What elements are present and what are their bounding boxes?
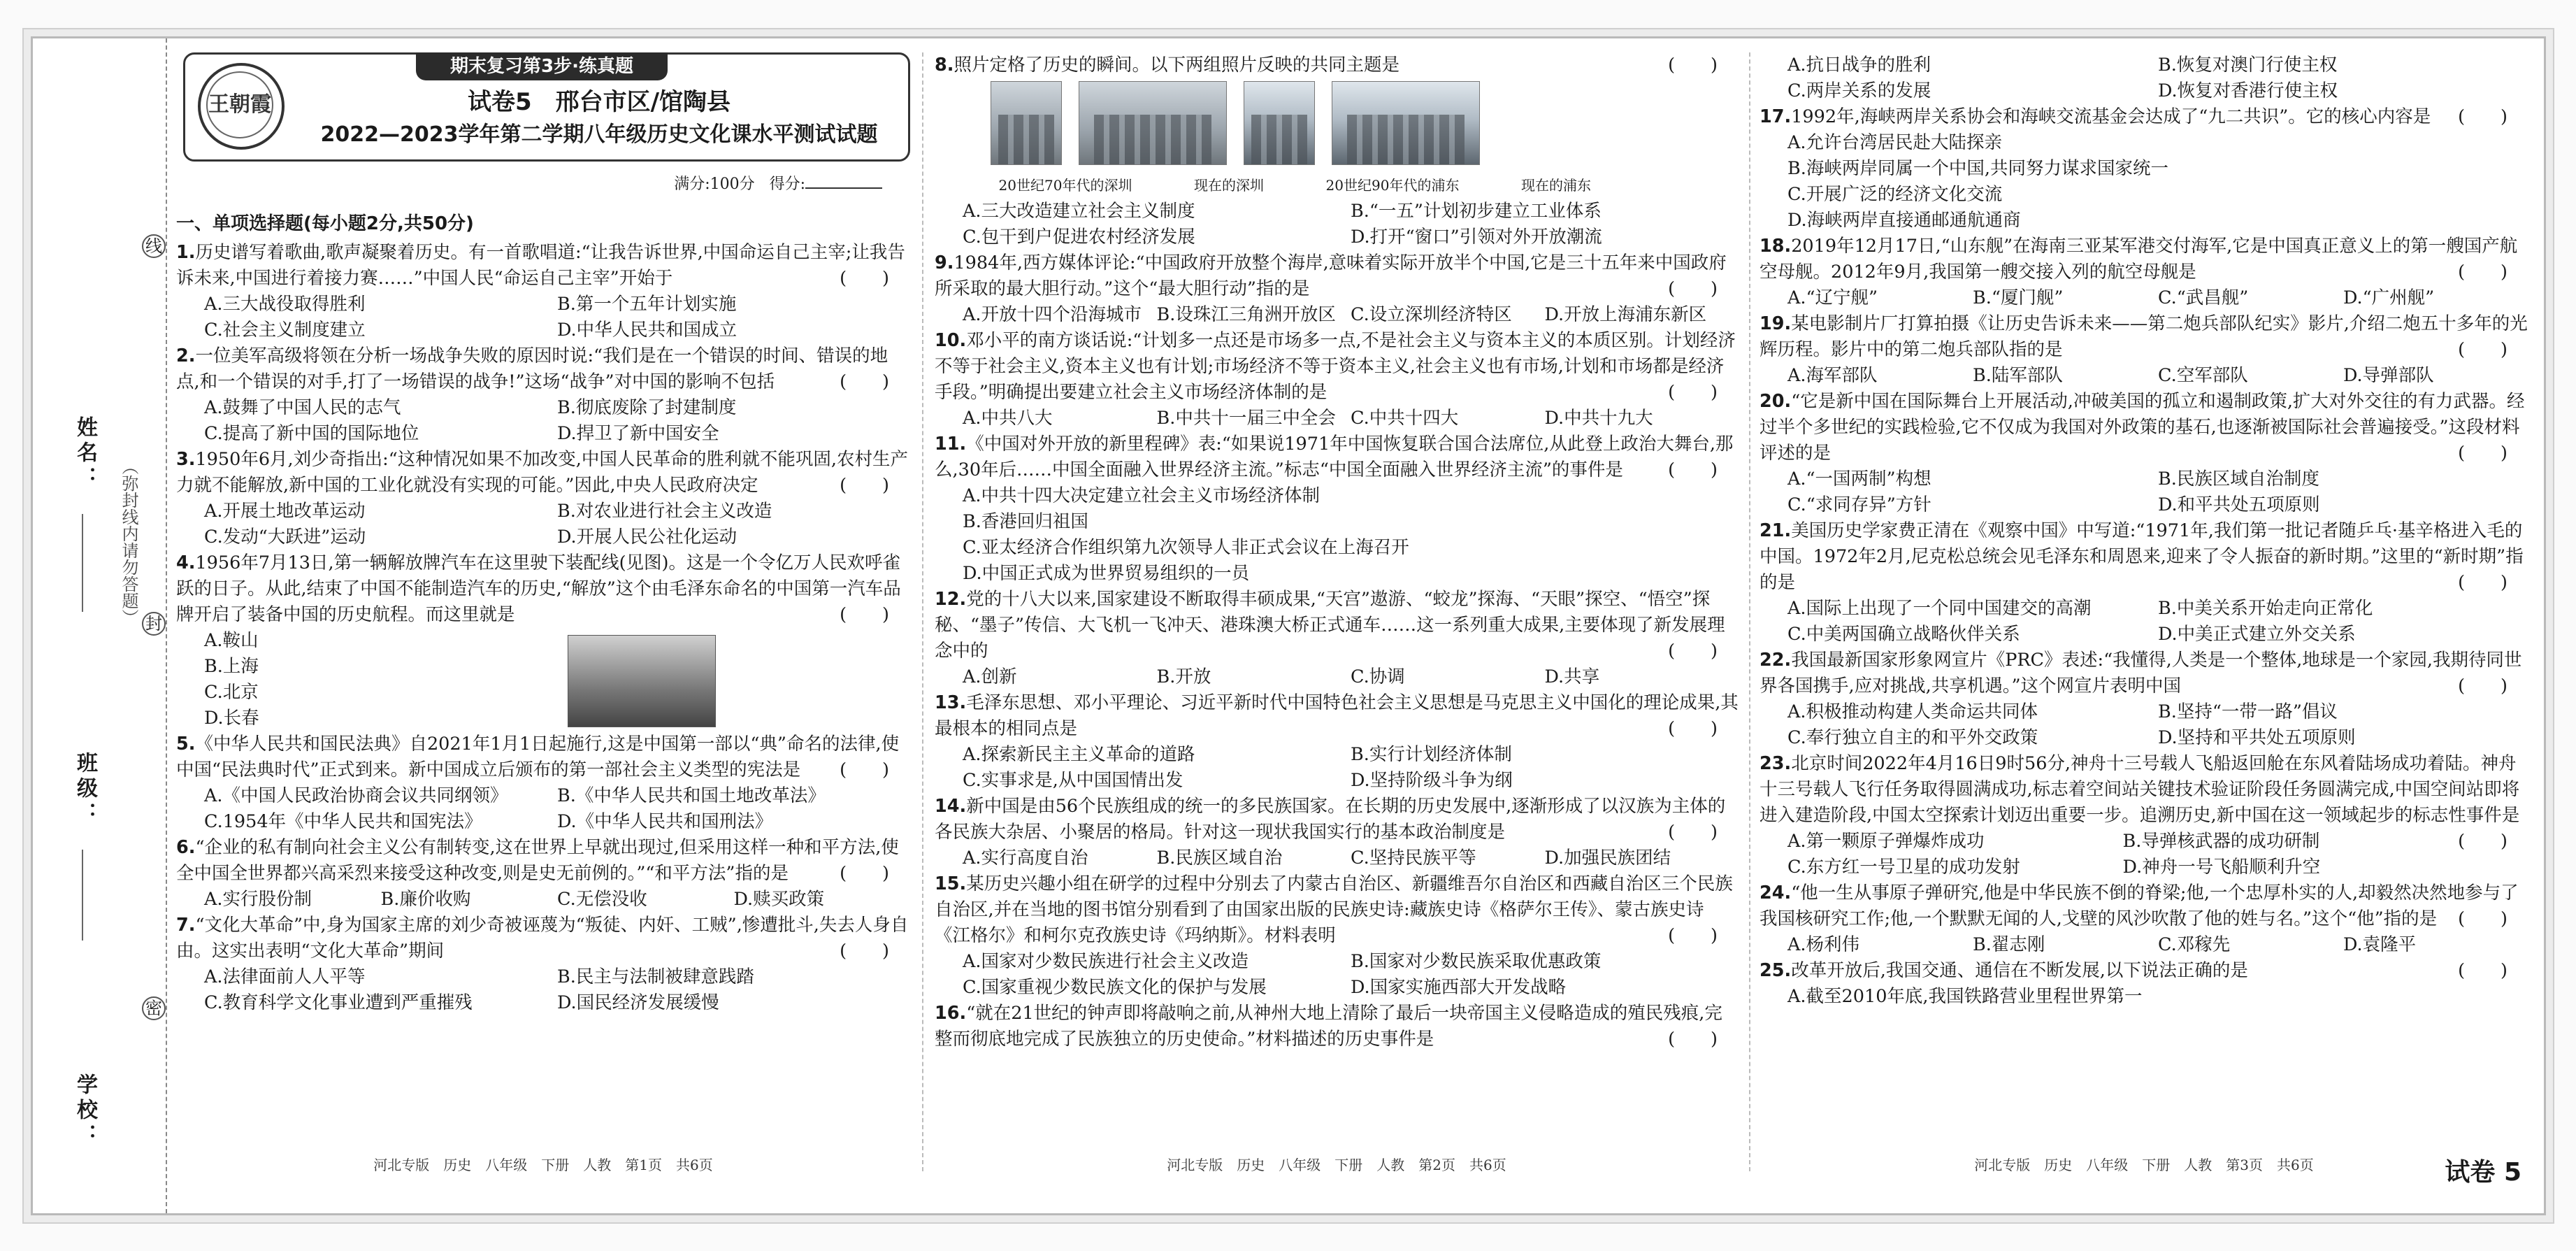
question-24-number: 24. <box>1760 882 1792 903</box>
question-17-options <box>1760 130 2528 234</box>
question-20-option-A[interactable]: A.“一国两制”构想 <box>1787 469 1931 489</box>
question-6-stem: “企业的私有制向社会主义公有制转变,这在世界上早就出现过,但采用这样一种和平方法,使全中国全世界都兴高采烈来接受这种改变,则是史无前例的。”“和平方法”指的是 <box>176 837 899 884</box>
question-4-option-B[interactable]: B.上海 <box>204 656 259 677</box>
question-12-answer-paren[interactable]: ( ) <box>1668 641 1718 662</box>
question-16-option-B[interactable]: B.恢复对澳门行使主权 <box>2158 55 2338 76</box>
question-16-answer-paren[interactable]: ( ) <box>1668 1029 1718 1050</box>
question-9-stem: 1984年,西方媒体评论:“中国政府开放整个海岸,意味着实际开放半个中国,它是三十五年来中国政府所采取的最大胆行动。”这个“最大胆行动”指的是 <box>935 252 1727 299</box>
question-24-option-A[interactable]: A.杨利伟 <box>1787 934 1860 955</box>
page-frame <box>31 36 2546 1215</box>
question-18-option-A[interactable]: A.“辽宁舰” <box>1787 287 1878 308</box>
question-15-answer-paren[interactable]: ( ) <box>1668 925 1718 946</box>
question-15-number: 15. <box>935 873 967 894</box>
question-22 <box>1760 648 2528 699</box>
question-12-option-A[interactable]: A.创新 <box>963 666 1017 687</box>
question-12 <box>935 587 1739 664</box>
question-9-number: 9. <box>935 252 954 273</box>
question-20-answer-paren[interactable]: ( ) <box>2458 443 2507 464</box>
question-22-option-C[interactable]: C.奉行独立自主的和平外交政策 <box>1787 727 2038 748</box>
question-22-number: 22. <box>1760 650 1792 671</box>
question-8-photo-3 <box>1244 81 1315 165</box>
name-label: 姓名： <box>73 416 97 492</box>
question-19-option-D[interactable]: D.导弹部队 <box>2343 365 2434 386</box>
question-11-stem: 《中国对外开放的新里程碑》表:“如果说1971年中国恢复联合国合法席位,从此登上政治大舞台,那么,30年后……中国全面融入世界经济主流。”标志“中国全面融入世界经济主流”的事件是 <box>935 434 1734 480</box>
question-8-option-B[interactable]: B.“一五”计划初步建立工业体系 <box>1351 201 1602 222</box>
question-25-option-A[interactable]: A.截至2010年底,我国铁路营业里程世界第一 <box>1787 986 2143 1007</box>
column-3 <box>1760 52 2528 1187</box>
question-15-option-D[interactable]: D.国家实施西部大开发战略 <box>1351 977 1567 998</box>
q16-options <box>1760 52 2528 104</box>
question-8-photo-4 <box>1332 81 1480 165</box>
question-2-options <box>176 395 910 447</box>
question-9 <box>935 250 1739 302</box>
question-17-number: 17. <box>1760 106 1792 127</box>
question-15-option-A[interactable]: A.国家对少数民族进行社会主义改造 <box>963 951 1249 972</box>
question-7-number: 7. <box>176 915 196 936</box>
question-10-number: 10. <box>935 330 967 351</box>
question-21-answer-paren[interactable]: ( ) <box>2458 572 2507 593</box>
class-line <box>82 850 83 941</box>
question-18-number: 18. <box>1760 236 1792 257</box>
question-8-caption-2: 现在的深圳 <box>1194 177 1264 194</box>
question-1-number: 1. <box>176 242 196 263</box>
question-6-options <box>176 887 910 913</box>
question-5-option-C[interactable]: C.1954年《中华人民共和国宪法》 <box>204 811 482 832</box>
col3-questions <box>1760 104 2528 1010</box>
class-label: 班级： <box>73 752 97 827</box>
question-19-stem: 某电影制片厂打算拍摄《让历史告诉未来——第二炮兵部队纪实》影片,介绍二炮五十多年的光辉历程。影片中的第二炮兵部队指的是 <box>1760 313 2528 360</box>
question-15-stem: 某历史兴趣小组在研学的过程中分别去了内蒙古自治区、新疆维吾尔自治区和西藏自治区三个民族自治区,并在当地的图书馆分别看到了由国家出版的民族史诗:藏族史诗《格萨尔王传》、蒙古族史诗《江格尔》和柯尔克孜族史诗《玛纳斯》。材料表明 <box>935 873 1733 946</box>
question-13-number: 13. <box>935 692 967 713</box>
question-3-option-A[interactable]: A.开展土地改革运动 <box>204 501 366 522</box>
question-24-option-B[interactable]: B.翟志刚 <box>1973 934 2045 955</box>
column-divider-2 <box>1749 52 1750 1171</box>
question-20-option-D[interactable]: D.和平共处五项原则 <box>2158 494 2320 515</box>
footer-page-1: 河北专版 历史 八年级 下册 人教 第1页 共6页 <box>373 1157 713 1173</box>
question-6-answer-paren[interactable]: ( ) <box>840 863 889 884</box>
question-13-stem: 毛泽东思想、邓小平理论、习近平新时代中国特色社会主义思想是马克思主义中国化的理论成果,其最根本的相同点是 <box>935 692 1739 739</box>
question-15-option-B[interactable]: B.国家对少数民族采取优惠政策 <box>1351 951 1602 972</box>
question-16-stem: “就在21世纪的钟声即将敲响之前,从神州大地上清除了最后一块帝国主义侵略造成的殖民残痕,完整而彻底地完成了民族独立的历史使命。”材料描述的历史事件是 <box>935 1003 1722 1050</box>
question-11-answer-paren[interactable]: ( ) <box>1668 459 1718 480</box>
question-3-options <box>176 499 910 550</box>
question-16-option-D[interactable]: D.恢复对香港行使主权 <box>2158 80 2338 101</box>
section-title: 一、单项选择题(每小题2分,共50分) <box>176 213 474 234</box>
question-6-option-A[interactable]: A.实行股份制 <box>204 889 312 910</box>
question-1-option-B[interactable]: B.第一个五年计划实施 <box>557 294 737 315</box>
question-14-option-C[interactable]: C.坚持民族平等 <box>1351 848 1476 868</box>
question-9-answer-paren[interactable]: ( ) <box>1668 278 1718 299</box>
question-23-option-A[interactable]: A.第一颗原子弹爆炸成功 <box>1787 831 1985 852</box>
question-8-caption-4: 现在的浦东 <box>1521 177 1591 194</box>
column-2 <box>935 52 1739 1171</box>
footer-page-2: 河北专版 历史 八年级 下册 人教 第2页 共6页 <box>1167 1157 1506 1173</box>
question-19-option-A[interactable]: A.海军部队 <box>1787 365 1878 386</box>
question-19-option-B[interactable]: B.陆军部队 <box>1973 365 2063 386</box>
question-23-option-B[interactable]: B.导弹核武器的成功研制 <box>2122 831 2320 852</box>
full-score: 满分:100分 <box>674 176 755 193</box>
question-9-option-D[interactable]: D.开放上海浦东新区 <box>1544 304 1707 325</box>
question-12-option-D[interactable]: D.共享 <box>1544 666 1600 687</box>
question-4-stem: 1956年7月13日,第一辆解放牌汽车在这里驶下装配线(见图)。这是一个令亿万人民欢呼雀跃的日子。从此,结束了中国不能制造汽车的历史,“解放”这个由毛泽东命名的中国第一汽车品牌开启了装备中国的历史航程。而这里就是 <box>176 552 901 625</box>
question-8-option-C[interactable]: C.包干到户促进农村经济发展 <box>963 227 1195 248</box>
seal-char-1: 线 <box>142 234 166 258</box>
question-5 <box>176 731 910 783</box>
question-8-captions <box>935 173 1739 199</box>
question-21-option-C[interactable]: C.中美两国确立战略伙伴关系 <box>1787 624 2020 645</box>
question-19 <box>1760 311 2528 363</box>
question-16-option-C[interactable]: C.两岸关系的发展 <box>1787 80 1931 101</box>
question-12-stem: 党的十八大以来,国家建设不断取得丰硕成果,“天宫”遨游、“蛟龙”探海、“天眼”探空、“悟空”探秘、“墨子”传信、大飞机一飞冲天、港珠澳大桥正式通车……这一系列重大成果,主要体现了新发展理念中的 <box>935 589 1725 662</box>
question-17 <box>1760 104 2528 130</box>
question-5-stem: 《中华人民共和国民法典》自2021年1月1日起施行,这是中国第一部以“典”命名的法律,使中国“民法典时代”正式到来。新中国成立后颁布的第一部社会主义类型的宪法是 <box>176 734 900 780</box>
question-8-number: 8. <box>935 55 954 76</box>
score-line <box>176 171 882 197</box>
question-14-stem: 新中国是由56个民族组成的统一的多民族国家。在长期的历史发展中,逐渐形成了以汉族为主体的各民族大杂居、小聚居的格局。针对这一现状我国实行的基本政治制度是 <box>935 796 1726 843</box>
question-20-number: 20. <box>1760 391 1792 412</box>
question-25-answer-paren[interactable]: ( ) <box>2458 960 2507 981</box>
question-10-answer-paren[interactable]: ( ) <box>1668 382 1718 403</box>
question-11-option-D[interactable]: D.中国正式成为世界贸易组织的一员 <box>963 563 1250 584</box>
question-7-option-D[interactable]: D.国民经济发展缓慢 <box>557 992 719 1013</box>
question-22-option-B[interactable]: B.坚持“一带一路”倡议 <box>2158 701 2338 722</box>
question-21 <box>1760 518 2528 596</box>
question-17-option-D[interactable]: D.海峡两岸直接通邮通航通商 <box>1787 210 2021 231</box>
brand-logo <box>198 63 285 150</box>
question-16-option-A[interactable]: A.抗日战争的胜利 <box>1787 55 1931 76</box>
question-25-stem: 改革开放后,我国交通、通信在不断发展,以下说法正确的是 <box>1791 960 2248 981</box>
question-6 <box>176 835 910 887</box>
seal-note: （弥封线内请勿答题） <box>119 458 138 626</box>
question-20-option-B[interactable]: B.民族区域自治制度 <box>2158 469 2319 489</box>
question-10-options <box>935 406 1739 431</box>
question-12-option-B[interactable]: B.开放 <box>1156 666 1211 687</box>
question-4-options <box>176 628 910 731</box>
question-13-option-A[interactable]: A.探索新民主主义革命的道路 <box>963 744 1195 765</box>
question-8-answer-paren[interactable]: ( ) <box>1668 55 1718 76</box>
question-3-option-C[interactable]: C.发动“大跃进”运动 <box>204 527 366 548</box>
question-1 <box>176 240 910 292</box>
question-2 <box>176 343 910 395</box>
question-3 <box>176 447 910 499</box>
question-1-stem: 历史谱写着歌曲,歌声凝聚着历史。有一首歌唱道:“让我告诉世界,中国命运自己主宰;让我告诉未来,中国进行着接力赛……”中国人民“命运自己主宰”开始于 <box>176 242 905 289</box>
question-13 <box>935 690 1739 742</box>
question-3-stem: 1950年6月,刘少奇指出:“这种情况如果不加改变,中国人民革命的胜利就不能巩固,农村生产力就不能解放,新中国的工业化就没有实现的可能。”因此,中央人民政府决定 <box>176 449 909 496</box>
question-20 <box>1760 389 2528 466</box>
question-2-option-C[interactable]: C.提高了新中国的国际地位 <box>204 423 419 444</box>
question-1-options <box>176 292 910 343</box>
question-19-options <box>1760 363 2528 389</box>
question-17-option-B[interactable]: B.海峡两岸同属一个中国,共同努力谋求国家统一 <box>1787 158 2168 179</box>
question-2-option-D[interactable]: D.捍卫了新中国安全 <box>557 423 719 444</box>
question-21-options <box>1760 596 2528 648</box>
question-14-option-D[interactable]: D.加强民族团结 <box>1544 848 1671 868</box>
question-7-option-B[interactable]: B.民主与法制被肆意践踏 <box>557 966 754 987</box>
question-21-option-B[interactable]: B.中美关系开始走向正常化 <box>2158 598 2373 619</box>
question-24-option-C[interactable]: C.邓稼先 <box>2158 934 2231 955</box>
question-22-answer-paren[interactable]: ( ) <box>2458 675 2507 696</box>
question-21-option-D[interactable]: D.中美正式建立外交关系 <box>2158 624 2356 645</box>
seal-char-2: 封 <box>142 612 166 636</box>
col1-questions <box>176 240 910 1016</box>
question-22-stem: 我国最新国家形象网宣片《PRC》表述:“我懂得,人类是一个整体,地球是一个家园,我期待同世界各国携手,应对挑战,共享机遇。”这个网宣片表明中国 <box>1760 650 2522 696</box>
logo-text: 王朝霞 <box>206 71 273 138</box>
question-10 <box>935 328 1739 406</box>
question-21-number: 21. <box>1760 520 1792 541</box>
question-4-option-C[interactable]: C.北京 <box>204 682 259 703</box>
column-divider-1 <box>922 52 923 1171</box>
question-3-number: 3. <box>176 449 196 470</box>
question-15-options <box>935 949 1739 1001</box>
column-1 <box>176 52 910 1171</box>
question-21-option-A[interactable]: A.国际上出现了一个同中国建交的高潮 <box>1787 598 2092 619</box>
exam-header <box>183 52 910 162</box>
question-14-number: 14. <box>935 796 967 817</box>
question-16 <box>935 1001 1739 1052</box>
question-12-options <box>935 664 1739 690</box>
question-17-answer-paren[interactable]: ( ) <box>2458 106 2507 127</box>
question-9-option-A[interactable]: A.开放十四个沿海城市 <box>963 304 1142 325</box>
question-18-option-C[interactable]: C.“武昌舰” <box>2158 287 2249 308</box>
paper-number: 试卷 5 <box>2445 1158 2521 1187</box>
question-8-options <box>935 199 1739 250</box>
question-4-answer-paren[interactable]: ( ) <box>840 604 889 625</box>
question-22-options <box>1760 699 2528 751</box>
question-10-option-B[interactable]: B.中共十一届三中全会 <box>1156 408 1336 429</box>
question-23-options <box>1760 829 2458 880</box>
question-20-option-C[interactable]: C.“求同存异”方针 <box>1787 494 1931 515</box>
question-14-option-B[interactable]: B.民族区域自治 <box>1156 848 1283 868</box>
question-14-option-A[interactable]: A.实行高度自治 <box>963 848 1088 868</box>
question-18-option-B[interactable]: B.“厦门舰” <box>1973 287 2064 308</box>
question-14 <box>935 794 1739 845</box>
question-4 <box>176 550 910 628</box>
question-24 <box>1760 880 2528 932</box>
footer-page-3: 河北专版 历史 八年级 下册 人教 第3页 共6页 <box>1974 1157 2314 1173</box>
question-3-answer-paren[interactable]: ( ) <box>840 475 889 496</box>
question-18-option-D[interactable]: D.“广州舰” <box>2343 287 2435 308</box>
question-24-option-D[interactable]: D.袁隆平 <box>2343 934 2417 955</box>
question-13-option-B[interactable]: B.实行计划经济体制 <box>1351 744 1512 765</box>
seal-char-3: 密 <box>142 996 166 1020</box>
question-24-stem: “他一生从事原子弹研究,他是中华民族不倒的脊梁;他,一个忠厚朴实的人,却毅然决然地参与了我国核研究工作;他,一个默默无闻的人,戈壁的风沙吹散了他的姓与名。”这个“他”指的是 <box>1760 882 2519 929</box>
question-13-option-C[interactable]: C.实事求是,从中国国情出发 <box>963 770 1183 791</box>
question-19-option-C[interactable]: C.空军部队 <box>2158 365 2248 386</box>
question-15-option-C[interactable]: C.国家重视少数民族文化的保护与发展 <box>963 977 1267 998</box>
header-tab: 期末复习第3步·练真题 <box>416 52 668 80</box>
question-4-option-A[interactable]: A.鞍山 <box>204 630 259 651</box>
question-11-options <box>935 483 1739 587</box>
question-2-stem: 一位美军高级将领在分析一场战争失败的原因时说:“我们是在一个错误的时间、错误的地点,和一个错误的对手,打了一场错误的战争!”这场“战争”对中国的影响不包括 <box>176 345 888 392</box>
question-1-option-A[interactable]: A.三大战役取得胜利 <box>204 294 366 315</box>
name-line <box>82 514 83 612</box>
question-14-answer-paren[interactable]: ( ) <box>1668 822 1718 843</box>
question-5-option-B[interactable]: B.《中华人民共和国土地改革法》 <box>557 785 826 806</box>
question-13-answer-paren[interactable]: ( ) <box>1668 718 1718 739</box>
question-8-option-D[interactable]: D.打开“窗口”引领对外开放潮流 <box>1351 227 1602 248</box>
question-10-option-A[interactable]: A.中共八大 <box>963 408 1053 429</box>
question-18-answer-paren[interactable]: ( ) <box>2458 262 2507 283</box>
exam-subtitle: 2022—2023学年第二学期八年级历史文化课水平测试试题 <box>320 122 878 147</box>
question-7-stem: “文化大革命”中,身为国家主席的刘少奇被诬蔑为“叛徒、内奸、工贼”,惨遭批斗,失去人身自由。这实出表明“文化大革命”期间 <box>176 915 909 962</box>
question-1-option-D[interactable]: D.中华人民共和国成立 <box>557 320 737 341</box>
question-7-option-A[interactable]: A.法律面前人人平等 <box>204 966 366 987</box>
question-18-stem: 2019年12月17日,“山东舰”在海南三亚某军港交付海军,它是中国真正意义上的第一艘国产航空母舰。2012年9月,我国第一艘交接入列的航空母舰是 <box>1760 236 2518 283</box>
q4-factory-photo <box>568 635 716 727</box>
question-8-stem: 照片定格了历史的瞬间。以下两组照片反映的共同主题是 <box>954 55 1399 76</box>
question-8-caption-1: 20世纪70年代的深圳 <box>998 177 1132 194</box>
question-6-option-D[interactable]: D.赎买政策 <box>733 889 825 910</box>
question-3-option-D[interactable]: D.开展人民公社化运动 <box>557 527 737 548</box>
question-5-options <box>176 783 910 835</box>
question-1-option-C[interactable]: C.社会主义制度建立 <box>204 320 366 341</box>
question-22-option-A[interactable]: A.积极推动构建人类命运共同体 <box>1787 701 2038 722</box>
question-10-option-C[interactable]: C.中共十四大 <box>1351 408 1459 429</box>
question-7-answer-paren[interactable]: ( ) <box>840 941 889 962</box>
question-8-photo-2 <box>1079 81 1227 165</box>
school-label: 学校： <box>73 1073 97 1149</box>
question-9-option-C[interactable]: C.设立深圳经济特区 <box>1351 304 1512 325</box>
question-23-answer-paren[interactable]: ( ) <box>2458 831 2507 852</box>
question-8-photos <box>935 81 1739 173</box>
question-14-options <box>935 845 1739 871</box>
question-10-option-D[interactable]: D.中共十九大 <box>1544 408 1653 429</box>
question-17-option-A[interactable]: A.允许台湾居民赴大陆探亲 <box>1787 132 2003 153</box>
question-4-option-D[interactable]: D.长春 <box>204 708 259 729</box>
question-2-option-A[interactable]: A.鼓舞了中国人民的志气 <box>204 397 401 418</box>
question-2-option-B[interactable]: B.彻底废除了封建制度 <box>557 397 737 418</box>
question-22-option-D[interactable]: D.坚持和平共处五项原则 <box>2158 727 2356 748</box>
question-23-number: 23. <box>1760 753 1792 774</box>
col2-questions <box>935 52 1739 1052</box>
question-23-option-C[interactable]: C.东方红一号卫星的成功发射 <box>1787 857 2020 878</box>
question-7-options <box>176 964 910 1016</box>
question-2-answer-paren[interactable]: ( ) <box>840 371 889 392</box>
question-23-stem: 北京时间2022年4月16日9时56分,神舟十三号载人飞船返回舱在东风着陆场成功着陆。神舟十三号载人飞行任务取得圆满成功,标志着空间站关键技术验证阶段任务圆满完成,中国空间站即将进入建造阶段,中国太空探索计划迈出重要一步。追溯历史,新中国在这一领域起步的标志性事件是 <box>1760 753 2520 826</box>
question-13-option-D[interactable]: D.坚持阶级斗争为纲 <box>1351 770 1513 791</box>
question-23-option-D[interactable]: D.神舟一号飞船顺利升空 <box>2122 857 2321 878</box>
question-11-option-C[interactable]: C.亚太经济合作组织第九次领导人非正式会议在上海召开 <box>963 537 1409 558</box>
question-9-options <box>935 302 1739 328</box>
question-11-option-B[interactable]: B.香港回归祖国 <box>963 511 1088 532</box>
question-7 <box>176 913 910 964</box>
question-8-option-A[interactable]: A.三大改造建立社会主义制度 <box>963 201 1195 222</box>
question-17-option-C[interactable]: C.开展广泛的经济文化交流 <box>1787 184 2003 205</box>
question-24-answer-paren[interactable]: ( ) <box>2458 908 2507 929</box>
question-12-number: 12. <box>935 589 967 610</box>
question-8 <box>935 52 1739 78</box>
score-label: 得分: <box>769 176 805 193</box>
question-5-answer-paren[interactable]: ( ) <box>840 759 889 780</box>
question-15 <box>935 871 1739 949</box>
question-25 <box>1760 958 2528 984</box>
question-6-number: 6. <box>176 837 196 858</box>
question-13-options <box>935 742 1739 794</box>
question-16-number: 16. <box>935 1003 967 1024</box>
question-8-caption-3: 20世纪90年代的浦东 <box>1325 177 1460 194</box>
question-2-number: 2. <box>176 345 196 366</box>
score-blank[interactable] <box>805 187 882 189</box>
question-6-option-C[interactable]: C.无偿没收 <box>557 889 647 910</box>
question-12-option-C[interactable]: C.协调 <box>1351 666 1405 687</box>
binding-strip <box>33 38 167 1213</box>
question-3-option-B[interactable]: B.对农业进行社会主义改造 <box>557 501 772 522</box>
question-20-stem: “它是新中国在国际舞台上开展活动,冲破美国的孤立和遏制政策,扩大对外交往的有力武器。经过半个多世纪的实践检验,它不仅成为我国对外政策的基石,也逐渐被国际社会普遍接受。”这段材料评述的是 <box>1760 391 2525 464</box>
question-19-answer-paren[interactable]: ( ) <box>2458 339 2507 360</box>
question-9-option-B[interactable]: B.设珠江三角洲开放区 <box>1156 304 1336 325</box>
question-10-stem: 邓小平的南方谈话说:“计划多一点还是市场多一点,不是社会主义与资本主义的本质区别。计划经济不等于社会主义,资本主义也有计划;市场经济不等于资本主义,社会主义也有市场,计划和市场都是经济手段。”明确提出要建立社会主义市场经济体制的是 <box>935 330 1736 403</box>
question-5-option-A[interactable]: A.《中国人民政治协商会议共同纲领》 <box>204 785 508 806</box>
question-18-options <box>1760 285 2528 311</box>
exam-title: 试卷5 邢台市区/馆陶县 <box>467 88 731 116</box>
question-5-option-D[interactable]: D.《中华人民共和国刑法》 <box>557 811 773 832</box>
question-21-stem: 美国历史学家费正清在《观察中国》中写道:“1971年,我们第一批记者随乒乓·基辛格进入毛的中国。1972年2月,尼克松总统会见毛泽东和周恩来,迎来了令人振奋的新时期。”这里的“新时期”指的是 <box>1760 520 2524 593</box>
question-8-photo-1 <box>991 81 1062 165</box>
question-4-number: 4. <box>176 552 196 573</box>
question-24-options <box>1760 932 2528 958</box>
question-6-option-B[interactable]: B.廉价收购 <box>380 889 471 910</box>
question-5-number: 5. <box>176 734 196 755</box>
question-1-answer-paren[interactable]: ( ) <box>840 268 889 289</box>
question-11-option-A[interactable]: A.中共十四大决定建立社会主义市场经济体制 <box>963 485 1321 506</box>
question-11 <box>935 431 1739 483</box>
question-19-number: 19. <box>1760 313 1792 334</box>
question-11-number: 11. <box>935 434 967 455</box>
question-25-options <box>1760 984 2528 1010</box>
question-7-option-C[interactable]: C.教育科学文化事业遭到严重摧残 <box>204 992 473 1013</box>
question-25-number: 25. <box>1760 960 1792 981</box>
question-17-stem: 1992年,海峡两岸关系协会和海峡交流基金会达成了“九二共识”。它的核心内容是 <box>1791 106 2431 127</box>
question-20-options <box>1760 466 2528 518</box>
question-18 <box>1760 234 2528 285</box>
